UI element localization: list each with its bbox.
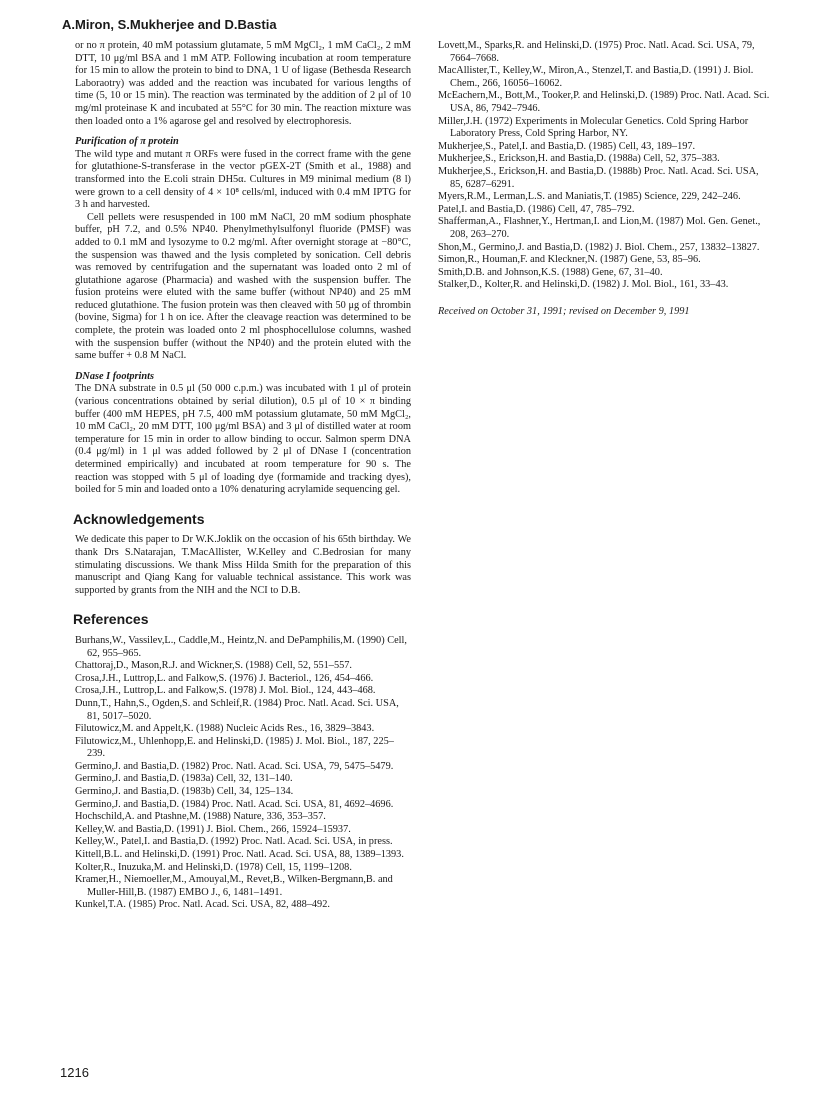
reference-item: Kelley,W., Patel,I. and Bastia,D. (1992) Proc. Natl. Acad. Sci. USA, in press. <box>75 836 393 848</box>
dnase-paragraph: The DNA substrate in 0.5 μl (50 000 c.p.m.) was incubated with 1 μl of protein (various concentrations obtained by serial dilution), 0.5 μl of 10 × π binding buffer (400 mM HEPES, pH 7.5, 400 mM potassium glutamate, 50 mM MgCl₂, 10 mM CaCl₂, 20 mM DTT, 100 μg/ml BSA) and 3 μl of distilled water at room temperature for 15 min in order to allow binding to occur. Salmon sperm DNA (0.4 μg/ml) in 1 μl was added followed by 2 μl of DNase I (concentration determined empirically) and incubated at room temperature for 90 s. The reaction was stopped with 5 μl of loading dye (formamide and tracking dyes), boiled for 5 min and loaded onto a 10% denaturing acrylamide sequencing gel. <box>75 383 411 496</box>
reference-item: Kramer,H., Niemoeller,M., Amouyal,M., Revet,B., Wilken-Bergmann,B. and Muller-Hill,B. (1987) EMBO J., 6, 1481–1491. <box>75 874 393 898</box>
reference-item: Kunkel,T.A. (1985) Proc. Natl. Acad. Sci. USA, 82, 488–492. <box>75 899 330 911</box>
reference-item: Kelley,W. and Bastia,D. (1991) J. Biol. Chem., 266, 15924–15937. <box>75 823 351 835</box>
reference-item: Kolter,R., Inuzuka,M. and Helinski,D. (1978) Cell, 15, 1199–1208. <box>75 861 352 873</box>
reference-item: Lovett,M., Sparks,R. and Helinski,D. (1975) Proc. Natl. Acad. Sci. USA, 79, 7664–7668. <box>438 40 755 64</box>
running-head: A.Miron, S.Mukherjee and D.Bastia <box>62 17 277 32</box>
reference-item: Simon,R., Houman,F. and Kleckner,N. (1987) Gene, 53, 85–96. <box>438 254 701 266</box>
left-column <box>75 40 411 912</box>
reference-item: Chattoraj,D., Mason,R.J. and Wickner,S. (1988) Cell, 52, 551–557. <box>75 660 352 672</box>
reference-item: Crosa,J.H., Luttrop,L. and Falkow,S. (1978) J. Mol. Biol., 124, 443–468. <box>75 685 376 697</box>
purification-paragraph-1: The wild type and mutant π ORFs were fused in the correct frame with the gene for glutathione-S-transferase in the vector pGEX-2T (Smith et al., 1988) and transformed into the E.coli strain DH5α. Cultures in M9 minimal medium (8 l) were grown to a cell density of 4 × 10⁸ cells/ml, induced with 0.4 mM IPTG for 3 h and harvested. <box>75 148 411 211</box>
right-column <box>438 40 774 318</box>
reference-item: Dunn,T., Hahn,S., Ogden,S. and Schleif,R. (1984) Proc. Natl. Acad. Sci. USA, 81, 5017–5020. <box>75 697 399 722</box>
purification-heading: Purification of π protein <box>75 136 179 148</box>
reference-item: Smith,D.B. and Johnson,K.S. (1988) Gene, 67, 31–40. <box>438 266 663 278</box>
reference-item: Mukherjee,S., Erickson,H. and Bastia,D. (1988a) Cell, 52, 375–383. <box>438 153 720 165</box>
acknowledgements-heading: Acknowledgements <box>73 510 205 527</box>
reference-item: Germino,J. and Bastia,D. (1982) Proc. Natl. Acad. Sci. USA, 79, 5475–5479. <box>75 760 394 772</box>
purification-paragraph-2: Cell pellets were resuspended in 100 mM NaCl, 20 mM sodium phosphate buffer, pH 7.2, and 0.5% NP40. Phenylmethylsulfonyl fluoride (PMSF) was added to 0.1 mM and lysozyme to 0.2 mg/ml. After overnight storage at −80°C, the suspension was thawed and the lysis completed by sonication. Cell debris was removed by centrifugation and the supernatant was loaded onto 2 ml of glutathione agarose (Pharmacia) and washed with the suspension buffer. The fusion proteins were eluted with the same buffer (without NP40) and 25 mM reduced glutathione. The fusion protein was then cleaved with 50 μg of thrombin (bovine, Sigma) for 1 h on ice. After the cleavage reaction was determined to be complete, the protein was loaded onto 2 ml phosphocellulose columns, washed with the suspension buffer (without the NP40) and the protein eluted with the same buffer + 0.8 M NaCl. <box>75 211 411 362</box>
reference-item: Miller,J.H. (1972) Experiments in Molecular Genetics. Cold Spring Harbor Laboratory Press, Cold Spring Harbor, NY. <box>438 115 749 140</box>
reference-item: Germino,J. and Bastia,D. (1983a) Cell, 32, 131–140. <box>75 773 293 785</box>
reference-item: Filutowicz,M. and Appelt,K. (1988) Nucleic Acids Res., 16, 3829–3843. <box>75 723 375 735</box>
reference-item: Crosa,J.H., Luttrop,L. and Falkow,S. (1976) J. Bacteriol., 126, 454–466. <box>75 672 374 684</box>
reference-item: Shafferman,A., Flashner,Y., Hertman,I. and Lion,M. (1987) Mol. Gen. Genet., 208, 263–270. <box>438 216 761 240</box>
reference-item: Burhans,W., Vassilev,L., Caddle,M., Heintz,N. and DePamphilis,M. (1990) Cell, 62, 955–965. <box>75 634 407 659</box>
references-heading: References <box>73 611 149 628</box>
reference-item: Hochschild,A. and Ptashne,M. (1988) Nature, 336, 353–357. <box>75 811 326 823</box>
page-number: 1216 <box>60 1065 89 1080</box>
reference-item: Filutowicz,M., Uhlenhopp,E. and Helinski,D. (1985) J. Mol. Biol., 187, 225–239. <box>75 735 394 760</box>
reference-item: Germino,J. and Bastia,D. (1983b) Cell, 34, 125–134. <box>75 786 294 798</box>
acknowledgements-text: We dedicate this paper to Dr W.K.Joklik on the occasion of his 65th birthday. We thank Drs S.Natarajan, T.MacAllister, W.Kelley and C.Bedrosian for many stimulating discussions. We thank Miss Hilda Smith for the preparation of this manuscript and Qiang Kang for valuable technical assistance. This work was supported by grants from the NIH and the NCI to D.B. <box>75 534 411 596</box>
reference-item: Kittell,B.L. and Helinski,D. (1991) Proc. Natl. Acad. Sci. USA, 88, 1389–1393. <box>75 849 404 861</box>
received-date: Received on October 31, 1991; revised on December 9, 1991 <box>438 305 690 317</box>
methods-paragraph: or no π protein, 40 mM potassium glutamate, 5 mM MgCl₂, 1 mM CaCl₂, 2 mM DTT, 10 μg/ml BSA and 1 mM ATP. Following incubation at room temperature for 15 min to allow the protein to bind to DNA, 1 U of ligase (Bethesda Research Laboraotry) was added and the reaction was incubated for various lengths of time (5, 10 or 15 min). The reaction was terminated by the addition of 2 μl of 10 mg/ml proteinase K and incubated at 55°C for 30 min. The reaction mixture was then loaded onto a 1% agarose gel and resolved by electrophoresis. <box>75 40 411 127</box>
reference-item: Mukherjee,S., Patel,I. and Bastia,D. (1985) Cell, 43, 189–197. <box>438 140 696 152</box>
dnase-heading: DNase I footprints <box>75 370 154 382</box>
reference-item: Patel,I. and Bastia,D. (1986) Cell, 47, 785–792. <box>438 203 635 215</box>
reference-item: Myers,R.M., Lerman,L.S. and Maniatis,T. (1985) Science, 229, 242–246. <box>438 191 741 203</box>
reference-item: Mukherjee,S., Erickson,H. and Bastia,D. (1988b) Proc. Natl. Acad. Sci. USA, 85, 6287–6291. <box>438 165 759 190</box>
reference-item: MacAllister,T., Kelley,W., Miron,A., Stenzel,T. and Bastia,D. (1991) J. Biol. Chem., 266, 16056–16062. <box>438 65 754 89</box>
reference-item: Shon,M., Germino,J. and Bastia,D. (1982) J. Biol. Chem., 257, 13832–13827. <box>438 241 760 253</box>
reference-item: Stalker,D., Kolter,R. and Helinski,D. (1982) J. Mol. Biol., 161, 33–43. <box>438 279 729 291</box>
reference-item: McEachern,M., Bott,M., Tooker,P. and Helinski,D. (1989) Proc. Natl. Acad. Sci. USA, 86, 7942–7946. <box>438 90 770 114</box>
reference-list-right <box>438 40 774 292</box>
reference-item: Germino,J. and Bastia,D. (1984) Proc. Natl. Acad. Sci. USA, 81, 4692–4696. <box>75 798 394 810</box>
reference-list-left <box>75 635 411 912</box>
